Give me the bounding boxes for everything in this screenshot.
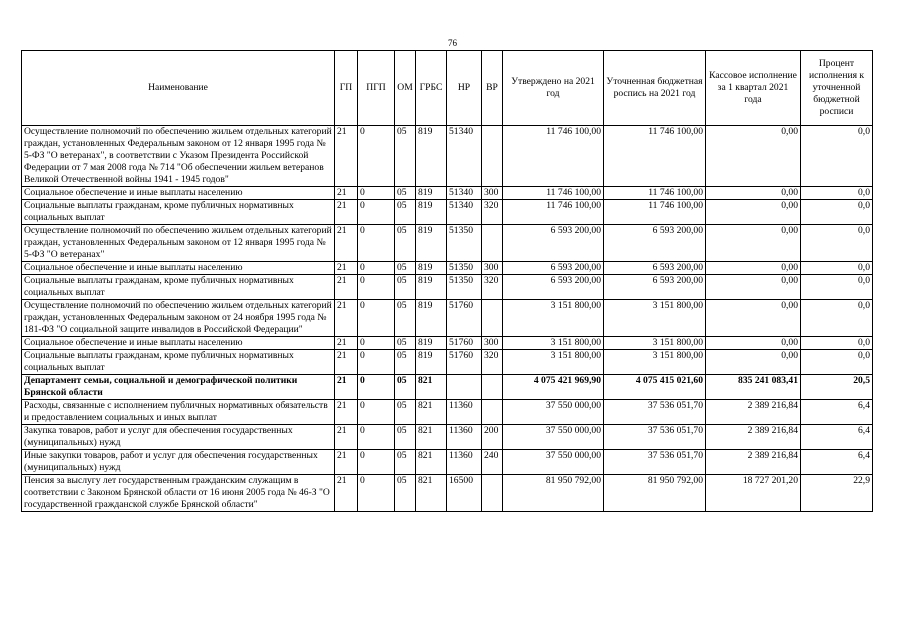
table-row: [22, 225, 873, 262]
budget-table: [21, 50, 873, 512]
cell-grbs: 819: [416, 350, 447, 375]
cell-ppgp: 0: [358, 225, 395, 262]
cell-percent: 0,0: [801, 350, 873, 375]
cell-name: Социальные выплаты гражданам, кроме публичных нормативных социальных выплат: [22, 350, 335, 375]
cell-gp: 21: [335, 262, 358, 275]
cell-ppgp: 0: [358, 275, 395, 300]
header-np: НР: [447, 51, 482, 126]
cell-np: 51760: [447, 350, 482, 375]
cell-refined: 4 075 415 021,60: [604, 375, 706, 400]
cell-gp: 21: [335, 275, 358, 300]
cell-approved: 6 593 200,00: [503, 275, 604, 300]
cell-gp: 21: [335, 225, 358, 262]
header-approved: Утверждено на 2021 год: [503, 51, 604, 126]
cell-gp: 21: [335, 350, 358, 375]
table-row: [22, 450, 873, 475]
table-body: [22, 126, 873, 512]
cell-vr: [482, 225, 503, 262]
cell-gp: 21: [335, 425, 358, 450]
cell-gp: 21: [335, 126, 358, 187]
cell-om: 05: [395, 475, 416, 512]
cell-refined: 81 950 792,00: [604, 475, 706, 512]
cell-percent: 6,4: [801, 425, 873, 450]
cell-approved: 3 151 800,00: [503, 300, 604, 337]
header-vr: ВР: [482, 51, 503, 126]
cell-grbs: 819: [416, 262, 447, 275]
cell-cash: 18 727 201,20: [706, 475, 801, 512]
cell-ppgp: 0: [358, 375, 395, 400]
header-refined: Уточненная бюджетная роспись на 2021 год: [604, 51, 706, 126]
cell-cash: 0,00: [706, 300, 801, 337]
cell-om: 05: [395, 225, 416, 262]
header-grbs: ГРБС: [416, 51, 447, 126]
cell-om: 05: [395, 200, 416, 225]
cell-om: 05: [395, 275, 416, 300]
cell-refined: 37 536 051,70: [604, 400, 706, 425]
cell-grbs: 819: [416, 200, 447, 225]
cell-cash: 835 241 083,41: [706, 375, 801, 400]
cell-name: Департамент семьи, социальной и демографической политики Брянской области: [22, 375, 335, 400]
cell-approved: 11 746 100,00: [503, 187, 604, 200]
cell-percent: 0,0: [801, 337, 873, 350]
cell-name: Расходы, связанные с исполнением публичных нормативных обязательств и предоставлением социальных и иных выплат: [22, 400, 335, 425]
cell-gp: 21: [335, 475, 358, 512]
cell-cash: 2 389 216,84: [706, 425, 801, 450]
table-row: [22, 126, 873, 187]
cell-grbs: 819: [416, 126, 447, 187]
cell-vr: [482, 375, 503, 400]
cell-refined: 3 151 800,00: [604, 350, 706, 375]
cell-vr: 320: [482, 200, 503, 225]
cell-om: 05: [395, 400, 416, 425]
cell-approved: 11 746 100,00: [503, 126, 604, 187]
table-row: [22, 337, 873, 350]
cell-name: Социальные выплаты гражданам, кроме публичных нормативных социальных выплат: [22, 275, 335, 300]
cell-cash: 0,00: [706, 337, 801, 350]
page-number: 76: [448, 38, 457, 48]
cell-ppgp: 0: [358, 475, 395, 512]
cell-grbs: 819: [416, 225, 447, 262]
cell-np: 11360: [447, 400, 482, 425]
table-row: [22, 350, 873, 375]
cell-om: 05: [395, 126, 416, 187]
cell-ppgp: 0: [358, 400, 395, 425]
cell-gp: 21: [335, 187, 358, 200]
cell-om: 05: [395, 425, 416, 450]
cell-gp: 21: [335, 200, 358, 225]
cell-om: 05: [395, 337, 416, 350]
cell-om: 05: [395, 375, 416, 400]
cell-cash: 0,00: [706, 275, 801, 300]
cell-refined: 3 151 800,00: [604, 300, 706, 337]
cell-np: 51350: [447, 262, 482, 275]
table-row: [22, 262, 873, 275]
header-cash: Кассовое исполнение за 1 квартал 2021 года: [706, 51, 801, 126]
cell-approved: 3 151 800,00: [503, 337, 604, 350]
cell-vr: [482, 400, 503, 425]
cell-vr: 300: [482, 187, 503, 200]
cell-gp: 21: [335, 400, 358, 425]
cell-vr: 300: [482, 337, 503, 350]
cell-percent: 22,9: [801, 475, 873, 512]
cell-ppgp: 0: [358, 300, 395, 337]
table-row: [22, 300, 873, 337]
cell-ppgp: 0: [358, 200, 395, 225]
cell-cash: 2 389 216,84: [706, 450, 801, 475]
cell-refined: 6 593 200,00: [604, 262, 706, 275]
table-row: [22, 275, 873, 300]
cell-cash: 0,00: [706, 262, 801, 275]
table-row: [22, 200, 873, 225]
table-row: [22, 475, 873, 512]
cell-approved: 4 075 421 969,90: [503, 375, 604, 400]
cell-name: Осуществление полномочий по обеспечению жильем отдельных категорий граждан, установленных Федеральным законом от 24 ноября 1995 года № 181-ФЗ "О социальной защите инвалидов в Российской Федерации": [22, 300, 335, 337]
cell-np: 11360: [447, 425, 482, 450]
cell-om: 05: [395, 187, 416, 200]
cell-ppgp: 0: [358, 126, 395, 187]
cell-refined: 11 746 100,00: [604, 126, 706, 187]
cell-percent: 0,0: [801, 262, 873, 275]
cell-cash: 0,00: [706, 126, 801, 187]
cell-np: 51760: [447, 337, 482, 350]
cell-vr: 320: [482, 350, 503, 375]
cell-np: [447, 375, 482, 400]
table-header-row: [22, 51, 873, 126]
cell-ppgp: 0: [358, 262, 395, 275]
cell-refined: 6 593 200,00: [604, 275, 706, 300]
cell-om: 05: [395, 262, 416, 275]
cell-grbs: 821: [416, 475, 447, 512]
table-row: [22, 425, 873, 450]
cell-vr: 320: [482, 275, 503, 300]
cell-gp: 21: [335, 300, 358, 337]
cell-ppgp: 0: [358, 350, 395, 375]
cell-approved: 37 550 000,00: [503, 425, 604, 450]
cell-np: 51340: [447, 187, 482, 200]
cell-approved: 37 550 000,00: [503, 400, 604, 425]
cell-grbs: 819: [416, 300, 447, 337]
cell-percent: 0,0: [801, 187, 873, 200]
cell-name: Иные закупки товаров, работ и услуг для обеспечения государственных (муниципальных) нужд: [22, 450, 335, 475]
cell-percent: 0,0: [801, 200, 873, 225]
cell-name: Пенсия за выслугу лет государственным гражданским служащим в соответствии с Законом Брянской области от 16 июня 2005 года № 46-З "О государственной гражданской службе Брянской области": [22, 475, 335, 512]
cell-vr: 240: [482, 450, 503, 475]
cell-percent: 6,4: [801, 400, 873, 425]
header-gp: ГП: [335, 51, 358, 126]
cell-grbs: 819: [416, 337, 447, 350]
cell-cash: 2 389 216,84: [706, 400, 801, 425]
header-ppgp: ПГП: [358, 51, 395, 126]
cell-approved: 6 593 200,00: [503, 225, 604, 262]
cell-gp: 21: [335, 337, 358, 350]
table-row: [22, 187, 873, 200]
cell-refined: 6 593 200,00: [604, 225, 706, 262]
cell-percent: 20,5: [801, 375, 873, 400]
header-percent: Процент исполнения к уточненной бюджетной росписи: [801, 51, 873, 126]
cell-approved: 11 746 100,00: [503, 200, 604, 225]
cell-approved: 37 550 000,00: [503, 450, 604, 475]
cell-np: 11360: [447, 450, 482, 475]
header-om: ОМ: [395, 51, 416, 126]
cell-ppgp: 0: [358, 187, 395, 200]
cell-percent: 0,0: [801, 225, 873, 262]
cell-ppgp: 0: [358, 425, 395, 450]
cell-grbs: 821: [416, 400, 447, 425]
cell-name: Осуществление полномочий по обеспечению жильем отдельных категорий граждан, установленных Федеральным законом от 12 января 1995 года № 5-ФЗ "О ветеранах", в соответствии с Указом Президента Российской Федерации от 7 мая 2008 года № 714 "Об обеспечении жильем ветеранов Великой Отечественной войны 1941 - 1945 годов": [22, 126, 335, 187]
cell-cash: 0,00: [706, 350, 801, 375]
cell-refined: 37 536 051,70: [604, 450, 706, 475]
cell-cash: 0,00: [706, 187, 801, 200]
cell-vr: [482, 126, 503, 187]
cell-percent: 6,4: [801, 450, 873, 475]
cell-refined: 11 746 100,00: [604, 200, 706, 225]
cell-np: 51340: [447, 126, 482, 187]
table-row: [22, 375, 873, 400]
cell-om: 05: [395, 300, 416, 337]
cell-percent: 0,0: [801, 275, 873, 300]
header-name: Наименование: [22, 51, 335, 126]
cell-approved: 6 593 200,00: [503, 262, 604, 275]
cell-grbs: 819: [416, 187, 447, 200]
cell-grbs: 819: [416, 275, 447, 300]
cell-om: 05: [395, 450, 416, 475]
cell-name: Социальное обеспечение и иные выплаты населению: [22, 337, 335, 350]
cell-np: 16500: [447, 475, 482, 512]
cell-refined: 3 151 800,00: [604, 337, 706, 350]
cell-refined: 11 746 100,00: [604, 187, 706, 200]
cell-np: 51760: [447, 300, 482, 337]
cell-vr: 300: [482, 262, 503, 275]
cell-refined: 37 536 051,70: [604, 425, 706, 450]
cell-om: 05: [395, 350, 416, 375]
cell-cash: 0,00: [706, 200, 801, 225]
cell-name: Социальное обеспечение и иные выплаты населению: [22, 187, 335, 200]
cell-percent: 0,0: [801, 300, 873, 337]
cell-ppgp: 0: [358, 450, 395, 475]
cell-name: Закупка товаров, работ и услуг для обеспечения государственных (муниципальных) нужд: [22, 425, 335, 450]
cell-approved: 3 151 800,00: [503, 350, 604, 375]
cell-vr: 200: [482, 425, 503, 450]
cell-name: Осуществление полномочий по обеспечению жильем отдельных категорий граждан, установленных Федеральным законом от 12 января 1995 года № 5-ФЗ "О ветеранах": [22, 225, 335, 262]
cell-np: 51350: [447, 225, 482, 262]
cell-np: 51340: [447, 200, 482, 225]
cell-ppgp: 0: [358, 337, 395, 350]
table-row: [22, 400, 873, 425]
cell-name: Социальные выплаты гражданам, кроме публичных нормативных социальных выплат: [22, 200, 335, 225]
cell-percent: 0,0: [801, 126, 873, 187]
cell-np: 51350: [447, 275, 482, 300]
cell-grbs: 821: [416, 425, 447, 450]
cell-vr: [482, 300, 503, 337]
cell-approved: 81 950 792,00: [503, 475, 604, 512]
cell-name: Социальное обеспечение и иные выплаты населению: [22, 262, 335, 275]
cell-gp: 21: [335, 375, 358, 400]
cell-cash: 0,00: [706, 225, 801, 262]
cell-grbs: 821: [416, 450, 447, 475]
cell-gp: 21: [335, 450, 358, 475]
cell-vr: [482, 475, 503, 512]
cell-grbs: 821: [416, 375, 447, 400]
